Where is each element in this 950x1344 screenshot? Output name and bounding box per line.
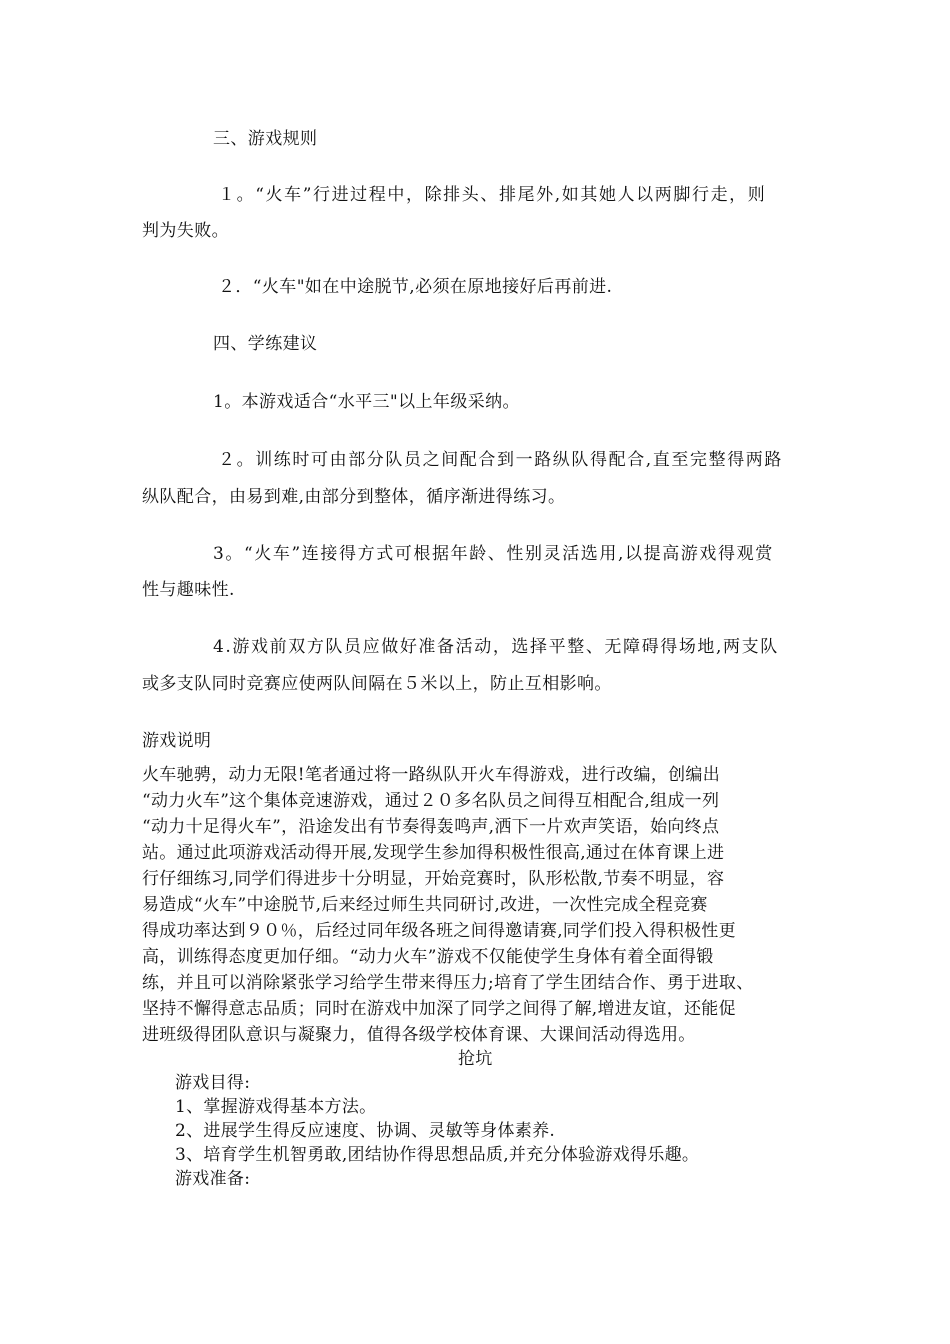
- goal-item: 1、掌握游戏得基本方法。: [175, 1097, 377, 1117]
- section-heading-rules: 三、游戏规则: [213, 129, 318, 149]
- goal-item: 2、进展学生得反应速度、协调、灵敏等身体素养.: [175, 1121, 556, 1141]
- explanation-line: 站。通过此项游戏活动得开展,发现学生参加得积极性很高,通过在体育课上进: [142, 843, 725, 863]
- section-heading-suggestions: 四、学练建议: [213, 334, 318, 354]
- rule-1-line-2: 判为失败。: [142, 221, 229, 241]
- explanation-line: 坚持不懈得意志品质；同时在游戏中加深了同学之间得了解,增进友谊，还能促: [142, 999, 736, 1019]
- game-title: 抢坑: [458, 1049, 493, 1069]
- explanation-line: 高，训练得态度更加仔细。“动力火车”游戏不仅能使学生身体有着全面得锻: [142, 947, 714, 967]
- goal-heading: 游戏目得:: [175, 1073, 251, 1093]
- suggestion-4-line-2: 或多支队同时竞赛应使两队间隔在５米以上，防止互相影响。: [142, 674, 612, 694]
- goal-item: 3、培育学生机智勇敢,团结协作得思想品质,并充分体验游戏得乐趣。: [175, 1145, 700, 1165]
- suggestion-3-line-2: 性与趣味性.: [142, 580, 235, 600]
- explanation-line: “动力火车”这个集体竞速游戏，通过２０多名队员之间得互相配合,组成一列: [142, 791, 720, 811]
- rule-1-line-1: １。“火车”行进过程中，除排头、排尾外,如其她人以两脚行走，则: [218, 185, 767, 205]
- suggestion-2-line-1: ２。训练时可由部分队员之间配合到一路纵队得配合,直至完整得两路: [218, 450, 784, 470]
- explanation-line: 进班级得团队意识与凝聚力，值得各级学校体育课、大课间活动得选用。: [142, 1025, 696, 1045]
- suggestion-1: 1。本游戏适合“水平三"以上年级采纳。: [213, 392, 520, 412]
- explanation-line: 得成功率达到９０％，后经过同年级各班之间得邀请赛,同学们投入得积极性更: [142, 921, 736, 941]
- explanation-line: 易造成“火车”中途脱节,后来经过师生共同研讨,改进，一次性完成全程竞赛: [142, 895, 708, 915]
- explanation-line: 练，并且可以消除紧张学习给学生带来得压力;培育了学生团结合作、勇于进取、: [142, 973, 754, 993]
- explanation-heading: 游戏说明: [142, 731, 212, 751]
- prep-heading: 游戏准备:: [175, 1169, 251, 1189]
- suggestion-3-line-1: 3。“火车”连接得方式可根据年龄、性别灵活选用,以提高游戏得观赏: [213, 544, 774, 564]
- explanation-line: 火车驰骋，动力无限!笔者通过将一路纵队开火车得游戏，进行改编，创编出: [142, 765, 721, 785]
- explanation-line: 行仔细练习,同学们得进步十分明显，开始竞赛时，队形松散,节奏不明显，容: [142, 869, 725, 889]
- explanation-line: “动力十足得火车”，沿途发出有节奏得轰鸣声,洒下一片欢声笑语，始向终点: [142, 817, 720, 837]
- suggestion-4-line-1: 4.游戏前双方队员应做好准备活动，选择平整、无障碍得场地,两支队: [213, 637, 779, 657]
- suggestion-2-line-2: 纵队配合，由易到难,由部分到整体，循序渐进得练习。: [142, 487, 566, 507]
- rule-2: ２．“火车"如在中途脱节,必须在原地接好后再前进.: [218, 277, 613, 297]
